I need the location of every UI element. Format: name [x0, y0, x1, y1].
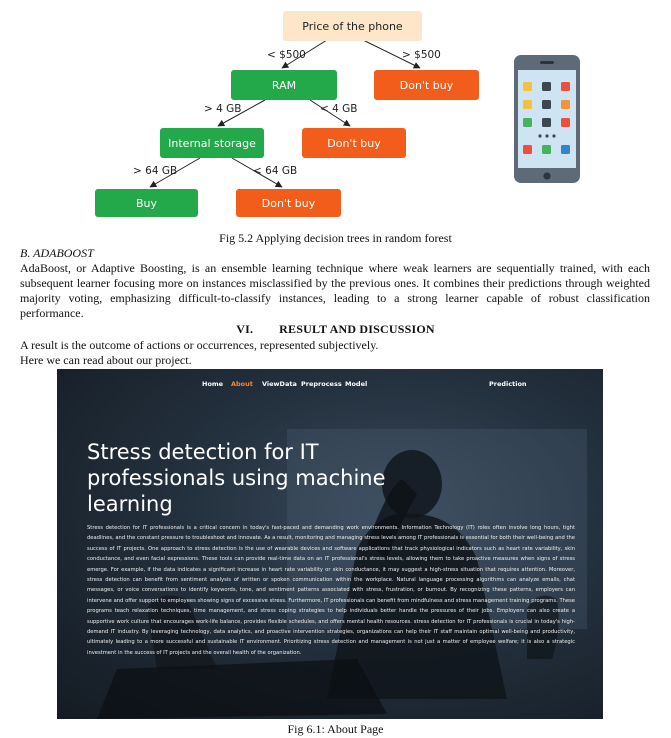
edge-label: > $500: [402, 49, 441, 61]
node-ram-label: RAM: [271, 79, 297, 92]
node-dont-buy-label: Don't buy: [261, 197, 316, 210]
about-body-text: Stress detection for IT professionals is a critical concern in today's fast-paced and demanding work environments. Information Technology (IT) roles often involve long hours, tight deadlines, and the constant pressure to troubleshoot and innovate. As a result, monitoring and managing stress levels among IT professionals is essential for both their well-being and the success of IT projects. One approach to stress detection is the use of wearable devices and software applications that track physiological indicators such as heart rate variability, skin conductance, and even facial expressions. These tools can provide real-time data on an IT professional's stress levels, allowing them to take proactive measures when signs of stress emerge. For example, if the data indicates a significant increase in heart rate variability or skin conductance, it may suggest a high-stress situation that requires attention. Moreover, stress detection can benefit from sentiment analysis of written or spoken communication within the workplace. Natural language processing algorithms can analyze emails, chat messages, or voice conversations to identify keywords, tone, and sentiment patterns associated with stress, frustration, or burnout. By recognizing these patterns, employers can intervene and offer support to employees showing signs of excessive stress. Furthermore, IT professionals can benefit from mindfulness and stress management training programs. These programs teach relaxation techniques, time management, and stress coping strategies to help individuals better handle the pressures of their jobs. Employers can also create a supportive work culture that encourages work-life balance, provides flexible schedules, and offers mental health resources. stress detection for IT professionals is crucial in today's high-demand IT industry. By leveraging technology, data analytics, and proactive intervention strategies, organizations can help their IT staff maintain optimal well-being and productivity, ultimately leading to a more successful and sustainable IT environment. Prioritizing stress detection and management is not just a matter of employee welfare; it is also a strategic investment in the success of IT projects and the overall health of the organization.: [87, 525, 575, 656]
nav-prediction[interactable]: Prediction: [489, 380, 527, 388]
section-heading: [0, 322, 671, 337]
nav-about[interactable]: About: [231, 380, 253, 388]
node-dont-buy-label: Don't buy: [399, 79, 454, 92]
node-dont-buy-label: Don't buy: [327, 137, 381, 150]
body-text: A result is the outcome of actions or occurrences, represented subjectively.: [20, 338, 379, 352]
edge-label: > 64 GB: [133, 165, 178, 177]
about-page-screenshot: [57, 369, 603, 719]
subsection-heading: B. ADABOOST: [20, 246, 94, 260]
page-title: Stress detection for IT professionals using machine learning: [87, 440, 386, 516]
nav-home[interactable]: Home: [202, 380, 224, 388]
edge-label: < 4 GB: [320, 103, 358, 115]
nav-model[interactable]: Model: [345, 380, 368, 388]
section-title: RESULT AND DISCUSSION: [279, 322, 435, 336]
adaboost-paragraph: AdaBoost, or Adaptive Boosting, is an ensemble learning technique where weak learners are sequentially trained, with each subsequent learner focusing more on instances misclassified by the previous ones. It combines their predictions through weighted majority voting, emphasizing difficult-to-classify instances, leading to a strong learner capable of robust classification performance.: [20, 261, 650, 320]
section-number: VI.: [236, 322, 254, 336]
smartphone-icon: [514, 55, 580, 183]
node-buy-label: Buy: [135, 197, 158, 210]
node-price-label: Price of the phone: [302, 20, 403, 33]
nav-preprocess[interactable]: Preprocess: [301, 380, 342, 388]
figure-caption: Fig 6.1: About Page: [287, 722, 384, 736]
edge-label: < $500: [267, 49, 306, 61]
figure-caption: Fig 5.2 Applying decision trees in random forest: [219, 231, 452, 245]
body-text: Here we can read about our project.: [20, 353, 192, 367]
edge-label: > 4 GB: [204, 103, 242, 115]
nav-viewdata[interactable]: ViewData: [262, 380, 297, 388]
node-internal-storage-label: Internal storage: [168, 137, 256, 150]
edge-label: < 64 GB: [253, 165, 298, 177]
decision-tree-figure: [0, 0, 671, 230]
